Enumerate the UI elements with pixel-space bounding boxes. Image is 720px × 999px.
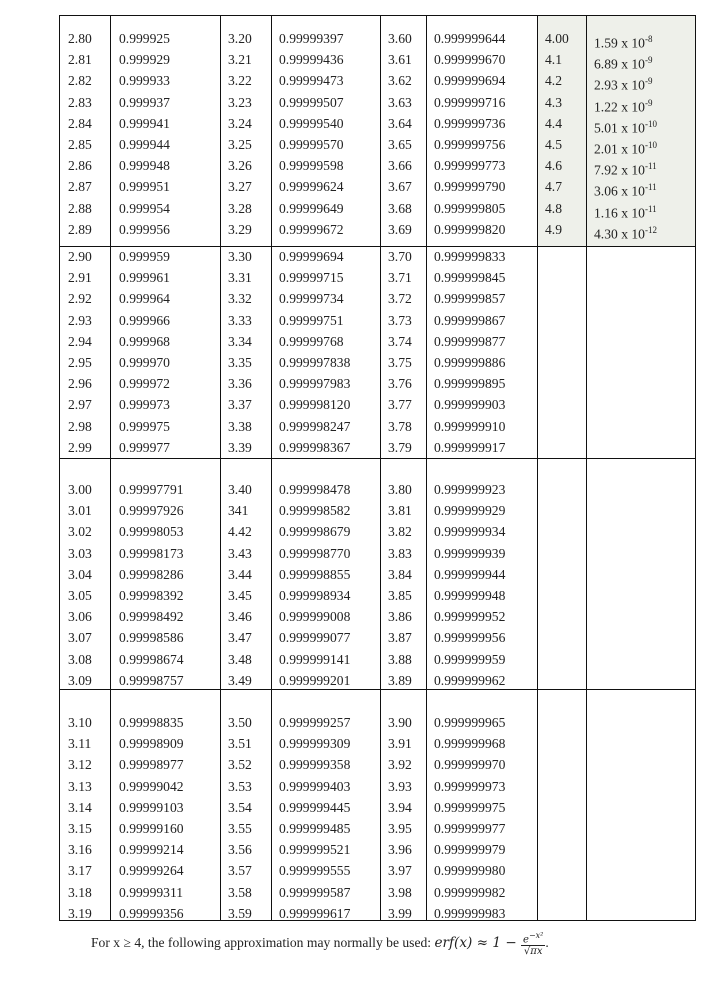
x-value-cell: 3.22 — [228, 73, 252, 89]
erf-value-cell: 0.99999694 — [279, 249, 344, 264]
x-value-cell: 3.96 — [388, 842, 412, 858]
erf-value-cell: 0.99998674 — [119, 651, 184, 667]
x-value-cell: 3.32 — [228, 291, 252, 307]
x-value-cell: 3.11 — [68, 736, 92, 752]
mantissa: 6.89 x 10 — [594, 56, 645, 72]
x-value-cell: 3.19 — [68, 905, 92, 921]
exponent: -10 — [644, 118, 657, 129]
x-value-cell: 3.51 — [228, 736, 252, 752]
x-value-cell: 2.96 — [68, 376, 92, 392]
x-value-cell: 2.90 — [68, 249, 92, 264]
erf-value-cell: 0.999999201 — [279, 672, 351, 688]
erf-value-cell: 0.999999929 — [434, 503, 506, 519]
x-value-cell: 3.69 — [388, 221, 412, 237]
erf-value-cell: 0.999944 — [119, 137, 170, 152]
erf-value-cell: 0.99999672 — [279, 221, 344, 237]
erf-value-cell: 0.99999397 — [279, 31, 344, 46]
x-value-cell: 2.87 — [68, 179, 92, 195]
erf-value-cell: 0.99999715 — [279, 270, 344, 286]
exponent: -12 — [644, 224, 657, 235]
formula-numerator: e — [523, 934, 529, 946]
column-divider — [426, 16, 427, 920]
x-value-cell: 3.56 — [228, 842, 252, 858]
x-value-cell: 3.08 — [68, 651, 92, 667]
x-value-cell: 3.91 — [388, 736, 412, 752]
erf-complement-cell — [594, 52, 652, 73]
x-value-cell: 3.06 — [68, 609, 92, 625]
erf-complement-cell — [594, 179, 657, 200]
erf-value-cell: 0.999998367 — [279, 439, 351, 455]
footnote-end: . — [545, 934, 549, 950]
x-value-cell: 3.05 — [68, 588, 92, 603]
x-value-cell: 3.39 — [228, 439, 252, 455]
x-value-cell: 4.00 — [545, 31, 569, 46]
x-value-cell: 4.42 — [228, 524, 252, 540]
x-value-cell: 2.84 — [68, 115, 92, 131]
erf-value-cell: 0.999999917 — [434, 439, 506, 455]
erf-value-cell: 0.999999358 — [279, 757, 351, 773]
x-value-cell: 3.79 — [388, 439, 412, 455]
x-value-cell: 3.99 — [388, 905, 412, 921]
x-value-cell: 3.81 — [388, 503, 412, 519]
x-value-cell: 3.24 — [228, 115, 252, 131]
x-value-cell: 2.88 — [68, 200, 92, 216]
erf-value-cell: 0.999999141 — [279, 651, 351, 667]
erf-value-cell: 0.999925 — [119, 31, 170, 46]
x-value-cell: 2.97 — [68, 397, 92, 413]
x-value-cell: 3.64 — [388, 115, 412, 131]
erf-complement-cell — [594, 95, 652, 116]
x-value-cell: 2.81 — [68, 52, 92, 68]
x-value-cell: 3.58 — [228, 884, 252, 900]
erf-value-cell: 0.999999773 — [434, 158, 506, 174]
block-divider — [60, 689, 695, 690]
erf-value-cell: 0.999999555 — [279, 863, 351, 879]
x-value-cell: 3.30 — [228, 249, 252, 264]
x-value-cell: 3.71 — [388, 270, 412, 286]
erf-value-cell: 0.999948 — [119, 158, 170, 174]
erf-value-cell: 0.99999264 — [119, 863, 184, 879]
exponent: -10 — [644, 140, 657, 150]
erf-value-cell: 0.999998478 — [279, 482, 351, 497]
erf-value-cell: 0.99998757 — [119, 672, 184, 688]
erf-value-cell: 0.999954 — [119, 200, 170, 216]
x-value-cell: 3.47 — [228, 630, 252, 646]
x-value-cell: 3.17 — [68, 863, 92, 879]
x-value-cell: 3.73 — [388, 312, 412, 328]
erf-value-cell: 0.999999845 — [434, 270, 506, 286]
erf-value-cell: 0.999956 — [119, 221, 170, 237]
erf-table — [59, 15, 696, 921]
exponent: -11 — [644, 161, 657, 172]
erf-value-cell: 0.99997791 — [119, 482, 184, 497]
erf-value-cell: 0.99998492 — [119, 609, 184, 625]
erf-value-cell: 0.99999540 — [279, 115, 344, 131]
erf-value-cell: 0.999999977 — [434, 821, 506, 836]
erf-value-cell: 0.999970 — [119, 355, 170, 370]
erf-value-cell: 0.999961 — [119, 270, 170, 286]
erf-value-cell: 0.99999311 — [119, 884, 184, 900]
x-value-cell: 3.94 — [388, 799, 412, 815]
erf-value-cell: 0.999966 — [119, 312, 170, 328]
erf-value-cell: 0.99998286 — [119, 566, 184, 582]
x-value-cell: 4.2 — [545, 73, 562, 89]
erf-value-cell: 0.999999257 — [279, 715, 351, 730]
x-value-cell: 3.02 — [68, 524, 92, 540]
x-value-cell: 3.72 — [388, 291, 412, 307]
x-value-cell: 3.40 — [228, 482, 252, 497]
erf-value-cell: 0.999999968 — [434, 736, 506, 752]
mantissa: 5.01 x 10 — [594, 120, 645, 136]
erf-value-cell: 0.999997838 — [279, 355, 351, 370]
x-value-cell: 3.00 — [68, 482, 92, 497]
erf-value-cell: 0.999997983 — [279, 376, 351, 392]
x-value-cell: 3.16 — [68, 842, 92, 858]
erf-value-cell: 0.99999473 — [279, 73, 344, 89]
erf-value-cell: 0.999999644 — [434, 31, 506, 46]
x-value-cell: 3.80 — [388, 482, 412, 497]
x-value-cell: 3.21 — [228, 52, 252, 68]
erf-value-cell: 0.999999903 — [434, 397, 506, 413]
x-value-cell: 2.91 — [68, 270, 92, 286]
x-value-cell: 3.25 — [228, 137, 252, 152]
x-value-cell: 3.88 — [388, 651, 412, 667]
erf-value-cell: 0.999999895 — [434, 376, 506, 392]
x-value-cell: 2.94 — [68, 333, 92, 349]
exponent: -9 — [644, 97, 653, 108]
erf-value-cell: 0.99997926 — [119, 503, 184, 519]
x-value-cell: 3.59 — [228, 905, 252, 921]
erf-value-cell: 0.99999649 — [279, 200, 344, 216]
erf-value-cell: 0.999999820 — [434, 221, 506, 237]
erf-value-cell: 0.999929 — [119, 52, 170, 68]
erf-value-cell: 0.99999768 — [279, 333, 344, 349]
erf-value-cell: 0.999999587 — [279, 884, 351, 900]
erf-value-cell: 0.999999756 — [434, 137, 506, 152]
x-value-cell: 3.74 — [388, 333, 412, 349]
footnote — [91, 930, 549, 957]
erf-value-cell: 0.999975 — [119, 418, 170, 434]
x-value-cell: 3.45 — [228, 588, 252, 603]
erf-value-cell: 0.99999598 — [279, 158, 344, 174]
erf-value-cell: 0.999999939 — [434, 545, 506, 561]
x-value-cell: 3.55 — [228, 821, 252, 836]
exponent: -11 — [644, 203, 657, 214]
erf-value-cell: 0.999999975 — [434, 799, 506, 815]
erf-value-cell: 0.999999077 — [279, 630, 351, 646]
erf-value-cell: 0.999999008 — [279, 609, 351, 625]
erf-complement-cell — [594, 201, 657, 222]
x-value-cell: 2.99 — [68, 439, 92, 455]
x-value-cell: 2.82 — [68, 73, 92, 89]
erf-value-cell: 0.999977 — [119, 439, 170, 455]
mantissa: 1.59 x 10 — [594, 35, 645, 51]
mantissa: 3.06 x 10 — [594, 183, 645, 199]
x-value-cell: 341 — [228, 503, 249, 519]
erf-value-cell: 0.999999886 — [434, 355, 506, 370]
formula-fraction — [521, 930, 545, 957]
x-value-cell: 3.12 — [68, 757, 92, 773]
mantissa: 4.30 x 10 — [594, 226, 645, 242]
erf-value-cell: 0.99998909 — [119, 736, 184, 752]
x-value-cell: 3.31 — [228, 270, 252, 286]
x-value-cell: 3.20 — [228, 31, 252, 46]
erf-value-cell: 0.999972 — [119, 376, 170, 392]
erf-value-cell: 0.999999790 — [434, 179, 506, 195]
x-value-cell: 4.7 — [545, 179, 562, 195]
erf-value-cell: 0.999998855 — [279, 566, 351, 582]
x-value-cell: 4.6 — [545, 158, 562, 174]
erf-complement-cell — [594, 158, 657, 179]
x-value-cell: 3.54 — [228, 799, 252, 815]
x-value-cell: 3.85 — [388, 588, 412, 603]
erf-value-cell: 0.999959 — [119, 249, 170, 264]
x-value-cell: 4.5 — [545, 137, 562, 152]
erf-value-cell: 0.99999751 — [279, 312, 344, 328]
erf-complement-cell — [594, 137, 657, 158]
erf-value-cell: 0.999998934 — [279, 588, 351, 603]
column-divider — [220, 16, 221, 920]
erf-value-cell: 0.999999445 — [279, 799, 351, 815]
erf-value-cell: 0.999999833 — [434, 249, 506, 264]
x-value-cell: 3.78 — [388, 418, 412, 434]
block-divider — [60, 458, 695, 459]
x-value-cell: 3.33 — [228, 312, 252, 328]
erf-value-cell: 0.999999309 — [279, 736, 351, 752]
x-value-cell: 3.66 — [388, 158, 412, 174]
x-value-cell: 3.03 — [68, 545, 92, 561]
erf-value-cell: 0.99998586 — [119, 630, 184, 646]
erf-value-cell: 0.99999436 — [279, 52, 344, 68]
formula-denominator: √πx — [523, 946, 543, 958]
erf-value-cell: 0.999999910 — [434, 418, 506, 434]
column-divider — [586, 16, 587, 920]
x-value-cell: 3.76 — [388, 376, 412, 392]
erf-value-cell: 0.999999970 — [434, 757, 506, 773]
x-value-cell: 3.98 — [388, 884, 412, 900]
x-value-cell: 3.04 — [68, 566, 92, 582]
erf-value-cell: 0.99998392 — [119, 588, 184, 603]
x-value-cell: 3.62 — [388, 73, 412, 89]
x-value-cell: 3.43 — [228, 545, 252, 561]
x-value-cell: 3.29 — [228, 221, 252, 237]
x-value-cell: 3.37 — [228, 397, 252, 413]
x-value-cell: 3.01 — [68, 503, 92, 519]
x-value-cell: 3.97 — [388, 863, 412, 879]
erf-value-cell: 0.99999570 — [279, 137, 344, 152]
x-value-cell: 2.93 — [68, 312, 92, 328]
mantissa: 1.22 x 10 — [594, 99, 645, 115]
mantissa: 2.93 x 10 — [594, 77, 645, 93]
x-value-cell: 3.50 — [228, 715, 252, 730]
erf-value-cell: 0.999999965 — [434, 715, 506, 730]
erf-value-cell: 0.999999805 — [434, 200, 506, 216]
erf-value-cell: 0.999999485 — [279, 821, 351, 836]
column-divider — [380, 16, 381, 920]
x-value-cell: 2.85 — [68, 137, 92, 152]
x-value-cell: 3.27 — [228, 179, 252, 195]
x-value-cell: 3.34 — [228, 333, 252, 349]
erf-value-cell: 0.999999948 — [434, 588, 506, 603]
x-value-cell: 3.10 — [68, 715, 92, 730]
x-value-cell: 3.13 — [68, 778, 92, 794]
erf-complement-cell — [594, 31, 652, 52]
x-value-cell: 3.36 — [228, 376, 252, 392]
x-value-cell: 3.14 — [68, 799, 92, 815]
x-value-cell: 2.98 — [68, 418, 92, 434]
x-value-cell: 2.89 — [68, 221, 92, 237]
x-value-cell: 3.95 — [388, 821, 412, 836]
exponent: -9 — [644, 76, 653, 87]
x-value-cell: 3.35 — [228, 355, 252, 370]
erf-value-cell: 0.99999160 — [119, 821, 184, 836]
erf-value-cell: 0.999999670 — [434, 52, 506, 68]
erf-value-cell: 0.999999521 — [279, 842, 351, 858]
x-value-cell: 3.15 — [68, 821, 92, 836]
x-value-cell: 3.18 — [68, 884, 92, 900]
x-value-cell: 2.86 — [68, 158, 92, 174]
column-divider — [537, 16, 538, 920]
formula-lhs: erf(x) ≈ 1 − — [434, 934, 522, 951]
erf-value-cell: 0.999999979 — [434, 842, 506, 858]
x-value-cell: 3.63 — [388, 94, 412, 110]
x-value-cell: 3.38 — [228, 418, 252, 434]
x-value-cell: 2.83 — [68, 94, 92, 110]
x-value-cell: 4.4 — [545, 115, 562, 131]
mantissa: 1.16 x 10 — [594, 205, 645, 221]
erf-value-cell: 0.999998582 — [279, 503, 351, 519]
erf-value-cell: 0.999933 — [119, 73, 170, 89]
x-value-cell: 3.68 — [388, 200, 412, 216]
x-value-cell: 3.83 — [388, 545, 412, 561]
x-value-cell: 3.90 — [388, 715, 412, 730]
x-value-cell: 4.1 — [545, 52, 562, 68]
erf-value-cell: 0.999941 — [119, 115, 170, 131]
erf-value-cell: 0.99998053 — [119, 524, 184, 540]
erf-value-cell: 0.999998679 — [279, 524, 351, 540]
x-value-cell: 3.93 — [388, 778, 412, 794]
x-value-cell: 3.52 — [228, 757, 252, 773]
x-value-cell: 3.67 — [388, 179, 412, 195]
x-value-cell: 2.95 — [68, 355, 92, 370]
mantissa: 7.92 x 10 — [594, 162, 645, 178]
x-value-cell: 3.28 — [228, 200, 252, 216]
erf-value-cell: 0.999998247 — [279, 418, 351, 434]
erf-value-cell: 0.99999042 — [119, 778, 184, 794]
exponent: -8 — [644, 34, 653, 44]
x-value-cell: 3.84 — [388, 566, 412, 582]
erf-value-cell: 0.999999617 — [279, 905, 351, 921]
x-value-cell: 2.92 — [68, 291, 92, 307]
erf-value-cell: 0.999951 — [119, 179, 170, 195]
block-divider — [60, 246, 695, 247]
erf-value-cell: 0.999999923 — [434, 482, 506, 497]
x-value-cell: 3.87 — [388, 630, 412, 646]
x-value-cell: 3.65 — [388, 137, 412, 152]
erf-value-cell: 0.999999944 — [434, 566, 506, 582]
exponent: -9 — [644, 55, 653, 66]
erf-value-cell: 0.999999934 — [434, 524, 506, 540]
x-value-cell: 3.49 — [228, 672, 252, 688]
erf-value-cell: 0.99998835 — [119, 715, 184, 730]
footnote-text: For x ≥ 4, the following approximation may normally be used: — [91, 934, 435, 950]
erf-value-cell: 0.999999982 — [434, 884, 506, 900]
erf-value-cell: 0.99999356 — [119, 905, 184, 921]
erf-value-cell: 0.999937 — [119, 94, 170, 110]
x-value-cell: 3.44 — [228, 566, 252, 582]
erf-value-cell: 0.999973 — [119, 397, 170, 413]
erf-value-cell: 0.999999694 — [434, 73, 506, 89]
erf-value-cell: 0.999999736 — [434, 115, 506, 131]
erf-value-cell: 0.99999507 — [279, 94, 344, 110]
erf-value-cell: 0.999999877 — [434, 333, 506, 349]
erf-value-cell: 0.99998173 — [119, 545, 184, 561]
erf-value-cell: 0.99998977 — [119, 757, 184, 773]
mantissa: 2.01 x 10 — [594, 141, 645, 157]
x-value-cell: 3.75 — [388, 355, 412, 370]
erf-value-cell: 0.99999214 — [119, 842, 184, 858]
x-value-cell: 4.3 — [545, 94, 562, 110]
x-value-cell: 3.46 — [228, 609, 252, 625]
erf-value-cell: 0.999999952 — [434, 609, 506, 625]
erf-complement-cell — [594, 116, 657, 137]
erf-complement-cell — [594, 73, 652, 94]
x-value-cell: 3.89 — [388, 672, 412, 688]
x-value-cell: 4.8 — [545, 200, 562, 216]
x-value-cell: 3.82 — [388, 524, 412, 540]
x-value-cell: 3.61 — [388, 52, 412, 68]
x-value-cell: 3.92 — [388, 757, 412, 773]
x-value-cell: 3.70 — [388, 249, 412, 264]
erf-complement-cell — [594, 222, 657, 243]
erf-value-cell: 0.999999959 — [434, 651, 506, 667]
x-value-cell: 3.09 — [68, 672, 92, 688]
x-value-cell: 2.80 — [68, 31, 92, 46]
erf-value-cell: 0.99999734 — [279, 291, 344, 307]
erf-value-cell: 0.999998120 — [279, 397, 351, 413]
erf-value-cell: 0.999999962 — [434, 672, 506, 688]
column-divider — [110, 16, 111, 920]
x-value-cell: 3.23 — [228, 94, 252, 110]
erf-value-cell: 0.999999956 — [434, 630, 506, 646]
exponent: -11 — [644, 182, 657, 193]
erf-value-cell: 0.999998770 — [279, 545, 351, 561]
erf-value-cell: 0.999999403 — [279, 778, 351, 794]
erf-value-cell: 0.999968 — [119, 333, 170, 349]
x-value-cell: 3.53 — [228, 778, 252, 794]
x-value-cell: 3.77 — [388, 397, 412, 413]
erf-value-cell: 0.999999973 — [434, 778, 506, 794]
erf-value-cell: 0.999999980 — [434, 863, 506, 879]
x-value-cell: 3.48 — [228, 651, 252, 667]
erf-value-cell: 0.99999103 — [119, 799, 184, 815]
x-value-cell: 3.26 — [228, 158, 252, 174]
erf-value-cell: 0.999999857 — [434, 291, 506, 307]
formula-numerator-exponent: −x² — [528, 931, 544, 940]
erf-value-cell: 0.99999624 — [279, 179, 344, 195]
column-divider — [271, 16, 272, 920]
x-value-cell: 4.9 — [545, 221, 562, 237]
erf-value-cell: 0.999964 — [119, 291, 170, 307]
x-value-cell: 3.57 — [228, 863, 252, 879]
x-value-cell: 3.60 — [388, 31, 412, 46]
erf-value-cell: 0.999999716 — [434, 94, 506, 110]
x-value-cell: 3.07 — [68, 630, 92, 646]
erf-value-cell: 0.999999983 — [434, 905, 506, 921]
x-value-cell: 3.86 — [388, 609, 412, 625]
erf-value-cell: 0.999999867 — [434, 312, 506, 328]
